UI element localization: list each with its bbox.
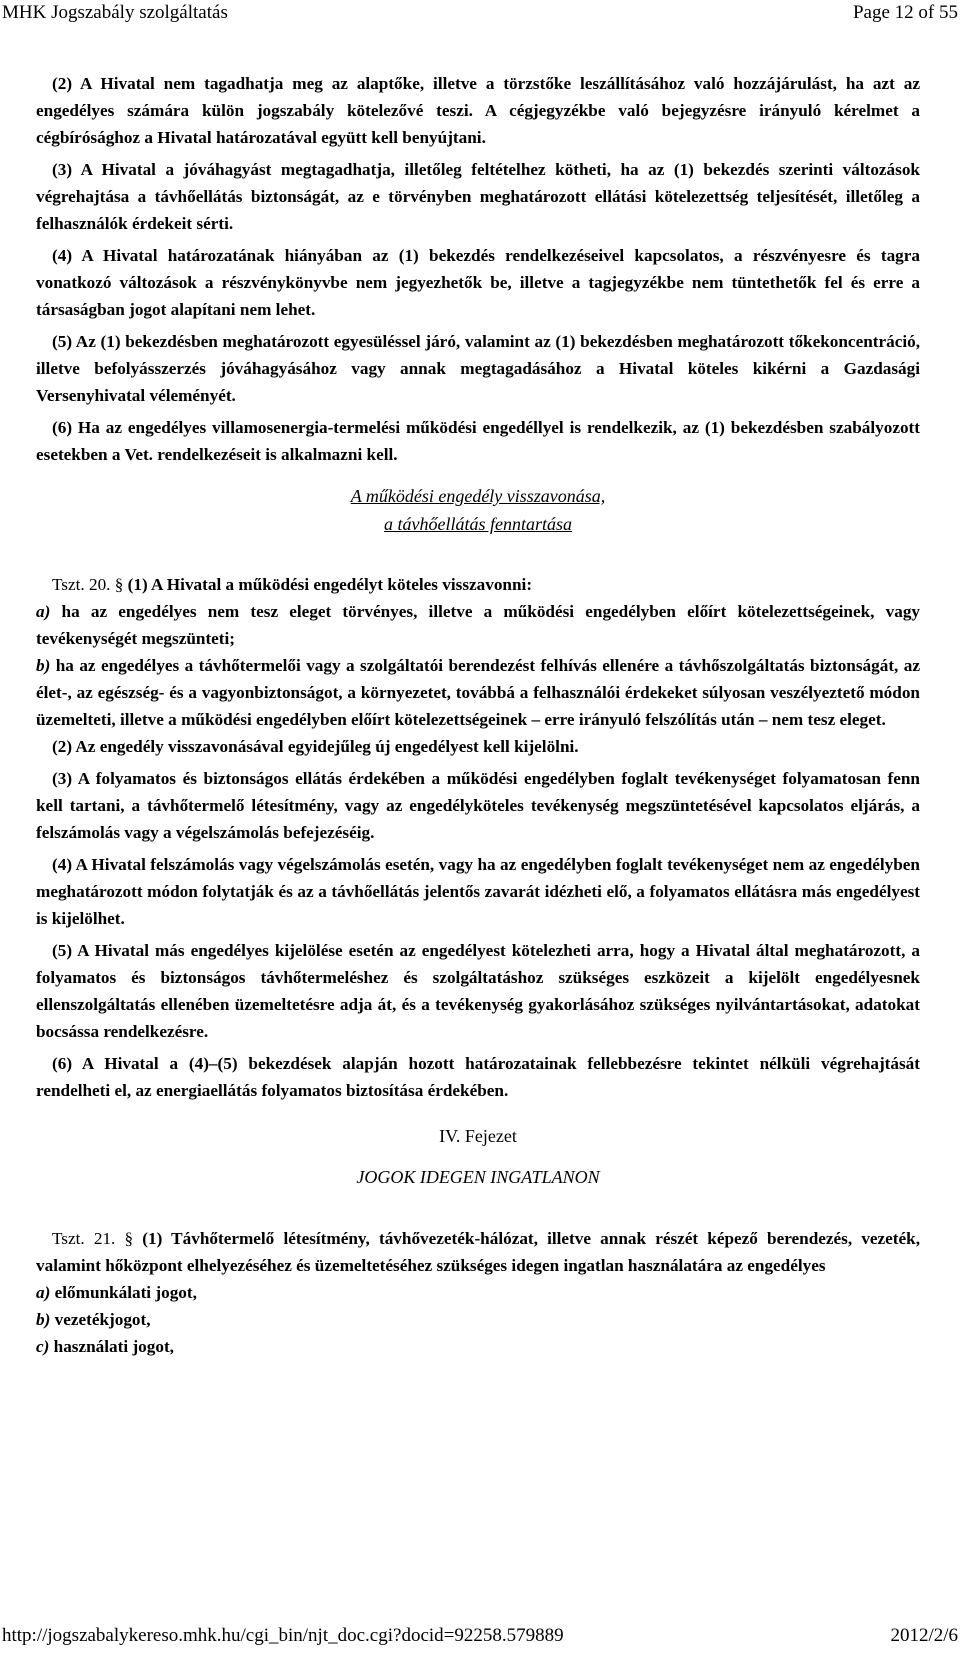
tszt-20-intro-text: (1) A Hivatal a működési engedélyt köteles visszavonni: [127, 575, 533, 594]
paragraph-2: (2) A Hivatal nem tagadhatja meg az alaptőke, illetve a törzstőke leszállításához való hozzájárulást, ha azt az engedélyes számára külön jogszabály kötelezővé teszi. A cégjegyzékbe való bejegyzésre irányuló kérelmet a cégbírósághoz a Hivatal határozatával együtt kell benyújtani. [36, 74, 920, 147]
paragraph-4: (4) A Hivatal határozatának hiányában az (1) bekezdés rendelkezéseivel kapcsolatos, a részvényesre és tagra vonatkozó változások a részvénykönyvbe nem jegyezhetők be, illetve a tagjegyzékbe nem tüntethetők fel és erre a társaságban jogot alapítani nem lehet. [36, 246, 920, 319]
tszt-21-label: Tszt. 21. [52, 1229, 116, 1248]
tszt-20-paragraph-5: (5) A Hivatal más engedélyes kijelölése esetén az engedélyest kötelezheti arra, hogy a Hivatal által meghatározott, a folyamatos és biztonságos távhőtermeléshez és szolgáltatáshoz szükséges eszközeit a kijelölt engedélyesnek ellenszolgáltatás ellenében üzemeltetésre adja át, és a tevékenység gyakorlásához szükséges nyilvántartásokat, adatokat bocsássa rendelkezésre. [36, 941, 920, 1041]
point-c-text: használati jogot, [53, 1337, 174, 1356]
page-footer [0, 1623, 960, 1651]
chapter-number: IV. Fejezet [439, 1126, 517, 1146]
paragraph-5: (5) Az (1) bekezdésben meghatározott egyesüléssel járó, valamint az (1) bekezdésben meghatározott tőkekoncentráció, illetve befolyásszerzés jóváhagyásához vagy annak megtagadásához a Hivatal köteles kikérni a Gazdasági Versenyhivatal véleményét. [36, 332, 920, 405]
point-a-text: előmunkálati jogot, [54, 1283, 197, 1302]
tszt-20-label: Tszt. 20. [52, 575, 111, 594]
tszt-20-paragraph-6: (6) A Hivatal a (4)–(5) bekezdések alapján hozott határozatainak fellebbezésre tekintet nélküli végrehajtását rendelheti el, az energiaellátás folyamatos biztosítása érdekében. [36, 1054, 920, 1100]
point-b-text: ha az engedélyes a távhőtermelői vagy a szolgáltatói berendezést felhívás ellenére a távhőszolgáltatás biztonságát, az élet-, az egészség- és a vagyonbiztonságot, a környezetet, továbbá a felhasználói érdekeket súlyosan veszélyeztető módon üzemelteti, illetve a működési engedélyben előírt kötelezettségeinek – erre irányuló felszólítás után – nem tesz eleget. [36, 656, 920, 729]
paragraph-6: (6) Ha az engedélyes villamosenergia-termelési működési engedéllyel is rendelkezik, az (1) bekezdésben szabályozott esetekben a Vet. rendelkezéseit is alkalmazni kell. [36, 418, 920, 464]
tszt-21-point-a [36, 1279, 920, 1306]
point-b-letter: b) [36, 1310, 51, 1329]
point-a-letter: a) [36, 602, 51, 621]
section-mark: § [114, 575, 124, 594]
footer-url[interactable]: http://jogszabalykereso.mhk.hu/cgi_bin/njt_doc.cgi?docid=92258.579889 [2, 1625, 564, 1646]
paragraph-3: (3) A Hivatal a jóváhagyást megtagadhatja, illetőleg feltételhez kötheti, ha az (1) bekezdés szerinti változások végrehajtása a távhőellátás biztonságát, az e törvényben meghatározott ellátási kötelezettség teljesítését, illetőleg a felhasználók érdekeit sérti. [36, 160, 920, 233]
point-c-letter: c) [36, 1337, 50, 1356]
point-b-text: vezetékjogot, [54, 1310, 151, 1329]
tszt-20-intro [36, 571, 920, 598]
tszt-21-point-c [36, 1333, 920, 1360]
header-page-number: Page 12 of 55 [852, 2, 958, 23]
point-b-letter: b) [36, 656, 51, 675]
section-heading [36, 482, 920, 538]
tszt-20-point-b [36, 652, 920, 733]
page-header [0, 0, 960, 28]
section-heading-line-1: A működési engedély visszavonása, [350, 486, 606, 506]
point-a-letter: a) [36, 1283, 51, 1302]
chapter-title: JOGOK IDEGEN INGATLANON [356, 1167, 600, 1187]
footer-date: 2012/2/6 [890, 1625, 958, 1646]
document-body [36, 70, 920, 1360]
tszt-21-intro [36, 1225, 920, 1279]
tszt-20-point-a [36, 598, 920, 652]
section-mark: § [124, 1229, 134, 1248]
tszt-20-paragraph-3: (3) A folyamatos és biztonságos ellátás érdekében a működési engedélyben foglalt tevékenységet folyamatosan fenn kell tartani, a távhőtermelő létesítmény, vagy az engedélyköteles tevékenység megszüntetésével kapcsolatos eljárás, a felszámolás vagy a végelszámolás befejezéséig. [36, 769, 920, 842]
tszt-21-point-b [36, 1306, 920, 1333]
tszt-20-paragraph-2: (2) Az engedély visszavonásával egyidejűleg új engedélyest kell kijelölni. [52, 737, 579, 756]
tszt-20-paragraph-4: (4) A Hivatal felszámolás vagy végelszámolás esetén, vagy ha az engedélyben foglalt tevékenységet nem az engedélyben meghatározott módon folytatják és az a távhőellátás jelentős zavarát idézheti elő, a folyamatos ellátásra más engedélyest is kijelölhet. [36, 855, 920, 928]
tszt-21-intro-text: (1) Távhőtermelő létesítmény, távhővezeték-hálózat, illetve annak részét képező berendezés, vezeték, valamint hőközpont elhelyezéséhez és üzemeltetéséhez szükséges idegen ingatlan használatára az engedélyes [36, 1229, 921, 1275]
header-title: MHK Jogszabály szolgáltatás [2, 2, 228, 23]
section-heading-line-2: a távhőellátás fenntartása [384, 514, 572, 534]
point-a-text: ha az engedélyes nem tesz eleget törvényes, illetve a működési engedélyben előírt kötelezettségeinek, vagy tevékenységét megszünteti; [36, 602, 921, 648]
